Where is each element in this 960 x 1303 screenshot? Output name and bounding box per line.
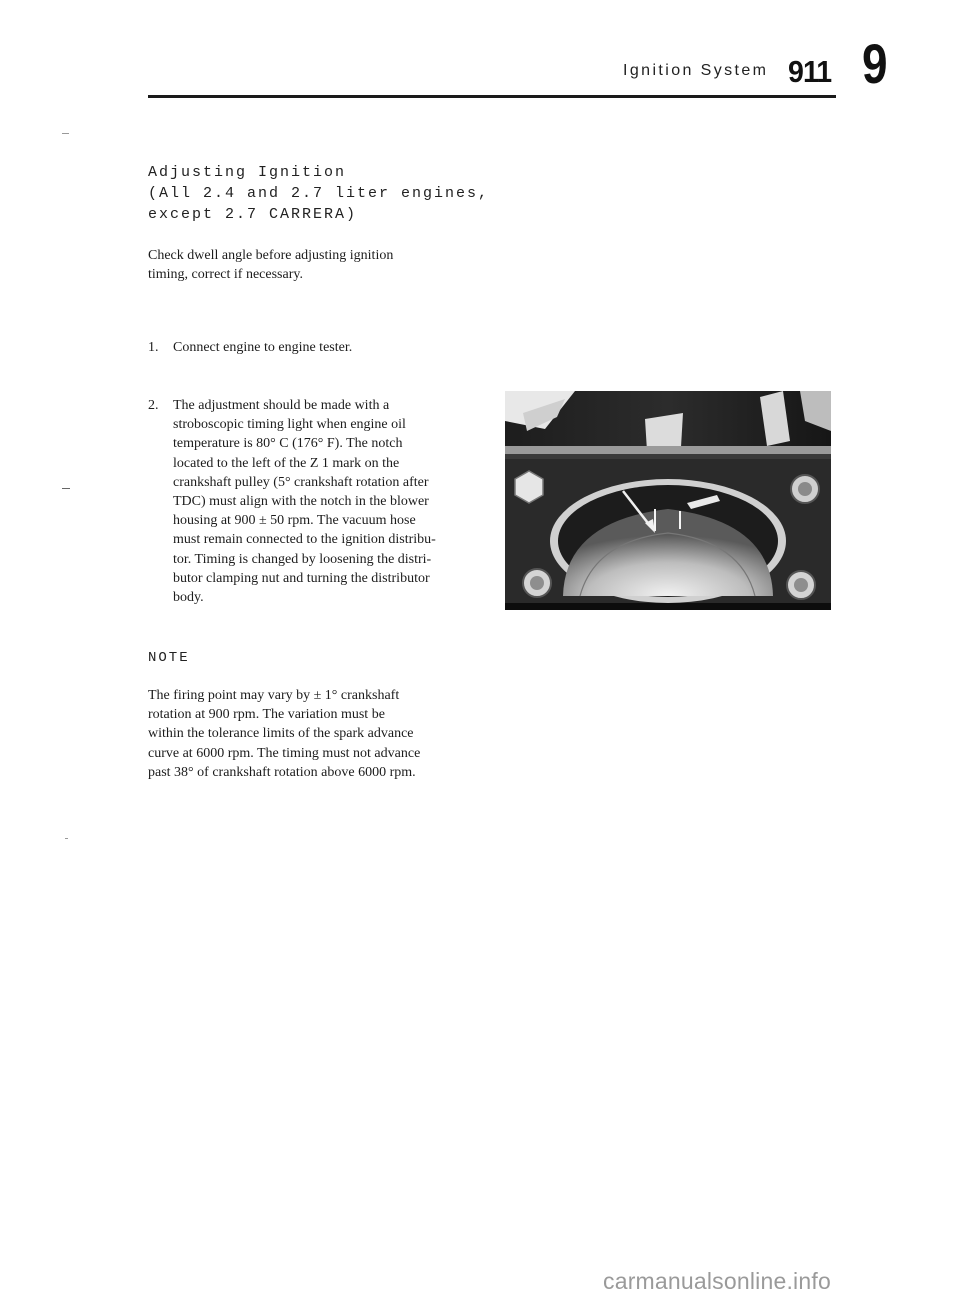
heading-line: Adjusting Ignition [148, 164, 347, 181]
margin-mark [62, 133, 69, 134]
text-line: Connect engine to engine tester. [173, 340, 353, 355]
text-line: Check dwell angle before adjusting ignition [148, 248, 394, 263]
heading-line: (All 2.4 and 2.7 liter engines, [148, 185, 490, 202]
header-rule [148, 95, 836, 98]
text-line: crankshaft pulley (5° crankshaft rotation after [173, 474, 429, 490]
text-line: temperature is 80° C (176° F). The notch [173, 436, 403, 452]
text-line: past 38° of crankshaft rotation above 6000 rpm. [148, 764, 416, 780]
text-line: housing at 900 ± 50 rpm. The vacuum hose [173, 513, 416, 529]
margin-mark [62, 488, 70, 489]
step-text [173, 396, 436, 607]
text-line: TDC) must align with the notch in the blower [173, 494, 429, 510]
text-line: must remain connected to the ignition distribu- [173, 532, 436, 548]
intro-paragraph [148, 246, 393, 284]
section-title: Ignition System [623, 62, 769, 79]
note-label: NOTE [148, 650, 190, 666]
section-number: 9 [862, 32, 888, 95]
step-text [173, 338, 352, 357]
watermark: carmanualsonline.info [603, 1268, 831, 1294]
step-number: 2. [148, 398, 159, 413]
text-line: rotation at 900 rpm. The variation must be [148, 707, 385, 723]
procedure-heading [148, 162, 489, 225]
text-line: tor. Timing is changed by loosening the distri- [173, 551, 432, 567]
text-line: timing, correct if necessary. [148, 267, 303, 283]
model-number: 911 [788, 54, 832, 89]
text-line: curve at 6000 rpm. The timing must not advance [148, 745, 421, 761]
text-line: butor clamping nut and turning the distributor [173, 570, 430, 586]
text-line: located to the left of the Z 1 mark on the [173, 455, 400, 471]
step-number: 1. [148, 340, 159, 355]
timing-mark-photo [505, 391, 831, 610]
text-line: body. [173, 590, 204, 606]
text-line: within the tolerance limits of the spark advance [148, 726, 414, 742]
text-line: The adjustment should be made with a [173, 398, 390, 413]
step-2 [148, 396, 488, 611]
text-line: stroboscopic timing light when engine oil [173, 417, 406, 433]
step-1 [148, 338, 468, 358]
margin-mark [65, 838, 68, 839]
heading-line: except 2.7 CARRERA) [148, 206, 358, 223]
note-paragraph [148, 686, 420, 782]
text-line: The firing point may vary by ± 1° crankshaft [148, 688, 400, 703]
